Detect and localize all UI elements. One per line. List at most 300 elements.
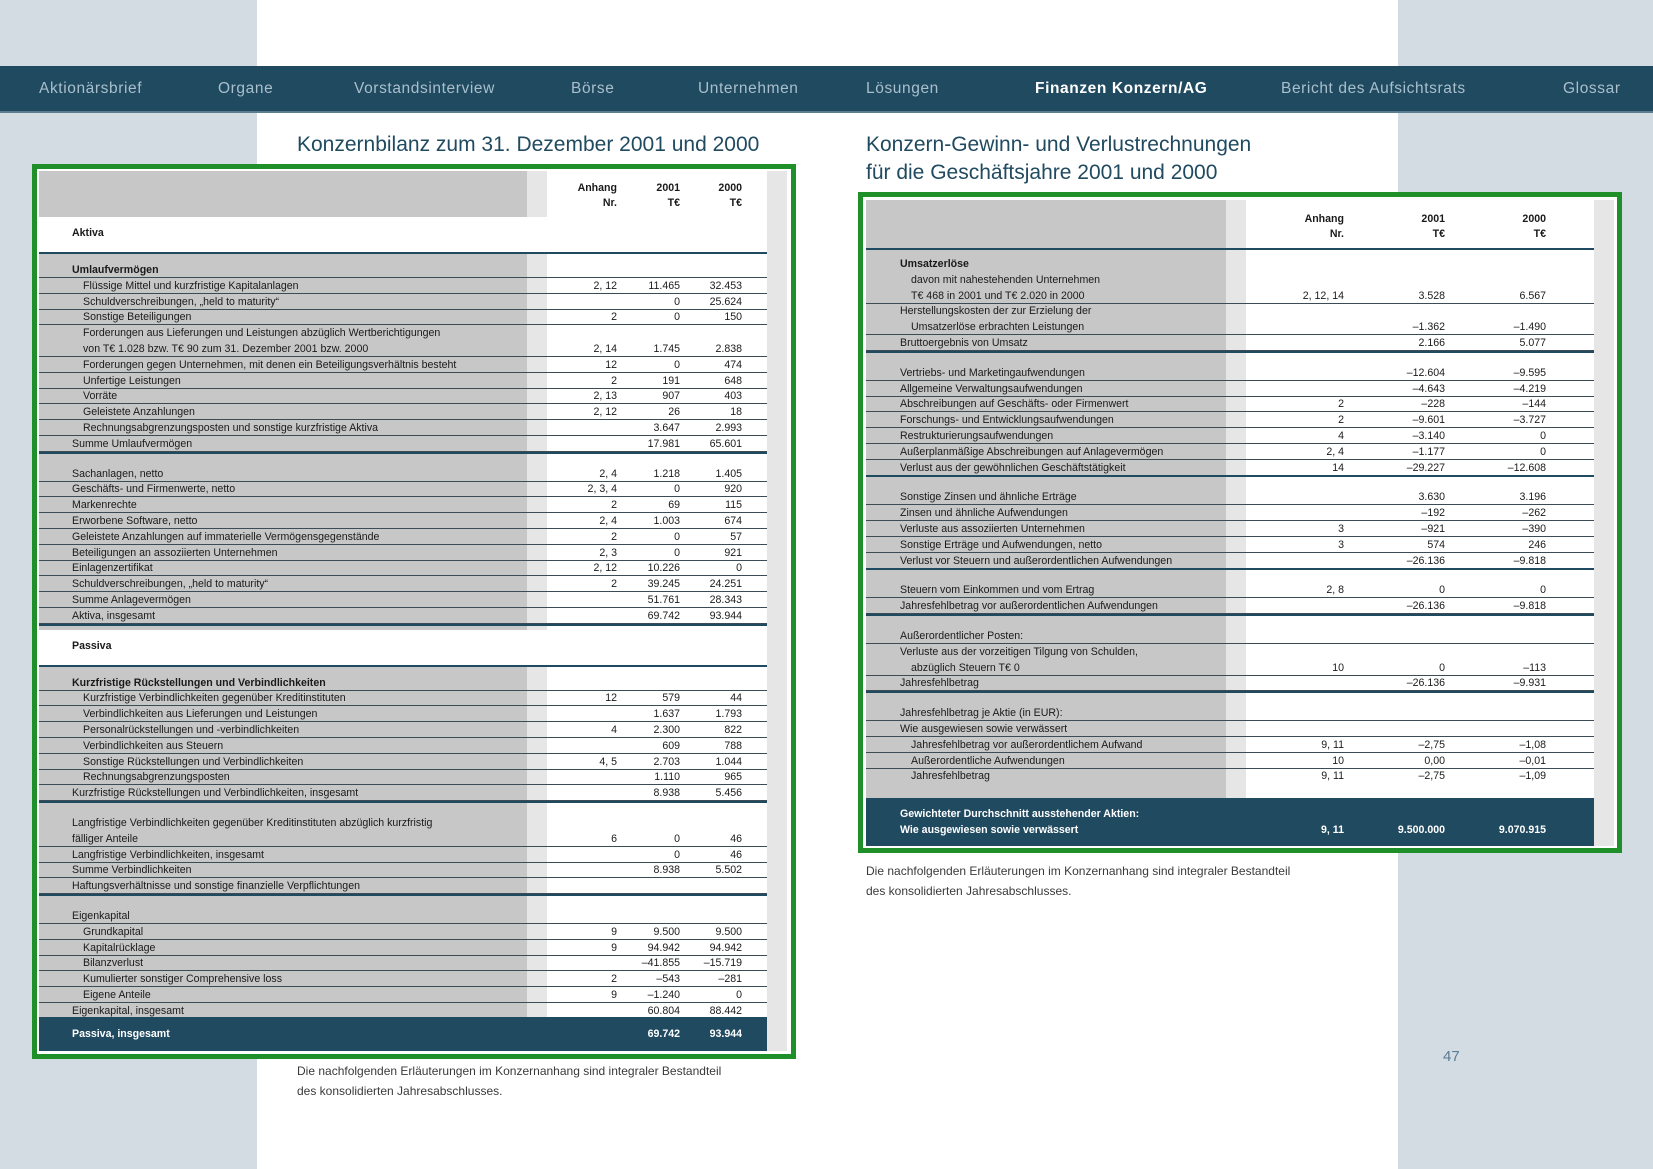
row-label: Sonstige Zinsen und ähnliche Erträge [900, 491, 1077, 504]
row-label: Verluste aus assoziierten Unternehmen [900, 523, 1085, 535]
row-label: Jahresfehlbetrag vor außerordentlichem Aufwand [911, 738, 1143, 751]
row-value-2000: 0 [1540, 430, 1546, 442]
balance-row [39, 878, 767, 894]
row-value-2001: 11.465 [648, 279, 680, 292]
row-value-2001: 0 [674, 530, 680, 543]
row-value-2000: 88.442 [709, 1004, 742, 1017]
row-value-2001: –921 [1421, 523, 1445, 535]
row-value-2001: –192 [1421, 507, 1445, 520]
section-rule [39, 252, 767, 254]
income-row [866, 460, 1594, 476]
row-label: Forschungs- und Entwicklungsaufwendungen [900, 414, 1114, 427]
income-row [866, 319, 1594, 335]
row-value-2000: 5.456 [715, 787, 742, 800]
income-row [866, 272, 1594, 288]
row-anhang: 3 [1338, 538, 1344, 551]
income-row [866, 396, 1594, 412]
row-value-2001: –29.227 [1406, 461, 1445, 474]
income-row [866, 582, 1594, 598]
row-label: Summe Umlaufvermögen [72, 437, 193, 450]
header-nr: Nr. [602, 197, 617, 209]
balance-row [39, 357, 767, 373]
row-label: Forderungen gegen Unternehmen, mit denen ein Beteiligungsverhältnis besteht [83, 358, 457, 371]
row-label: von T€ 1.028 bzw. T€ 90 zum 31. Dezember 2001 bzw. 2000 [83, 343, 369, 355]
row-anhang: 2 [611, 578, 617, 591]
nav-item-unternehmen[interactable]: Unternehmen [698, 80, 799, 97]
nav-item-organe[interactable]: Organe [218, 80, 274, 97]
row-label: Kurzfristige Rückstellungen und Verbindlichkeiten [72, 676, 326, 689]
row-value-2001: –26.136 [1406, 554, 1445, 567]
row-label: Außerordentlicher Posten: [900, 630, 1024, 642]
row-value-2001: –1.362 [1412, 321, 1445, 334]
row-anhang: 9 [611, 941, 617, 954]
row-label: Jahresfehlbetrag [911, 770, 990, 783]
row-label: Jahresfehlbetrag [900, 677, 979, 690]
row-value-2001: 3.630 [1418, 491, 1445, 504]
nav-item-glossar[interactable]: Glossar [1563, 80, 1621, 97]
row-value-2000: 32.453 [709, 279, 742, 292]
row-value-2000: 965 [724, 771, 742, 784]
total-label: Passiva, insgesamt [72, 1028, 170, 1040]
income-row [866, 753, 1594, 769]
row-value-2000: 2.993 [715, 422, 742, 434]
income-row [866, 660, 1594, 676]
row-label: davon mit nahestehenden Unternehmen [911, 273, 1101, 286]
balance-row [39, 497, 767, 513]
balance-sheet-footnote [297, 1061, 757, 1101]
row-value-2000: 6.567 [1519, 289, 1546, 302]
row-anhang: 3 [1338, 523, 1344, 535]
row-label: Personalrückstellungen und -verbindlichkeiten [83, 724, 300, 736]
row-value-2001: –26.136 [1406, 600, 1445, 613]
row-value-2001: 60.804 [647, 1004, 680, 1017]
balance-row [39, 754, 767, 770]
row-value-2000: 9.500 [715, 925, 742, 938]
row-label: Eigenkapital [72, 910, 130, 922]
row-value-2000: –1,08 [1519, 738, 1546, 751]
row-value-2000: 1.405 [715, 467, 742, 480]
row-value-2000: 0 [736, 562, 742, 575]
balance-row [39, 262, 767, 278]
nav-item-finanzen[interactable]: Finanzen Konzern/AG [1035, 80, 1208, 97]
row-label: Vertriebs- und Marketingaufwendungen [900, 366, 1085, 379]
row-value-2000: 93.944 [709, 609, 742, 622]
income-statement-footnote-line2: des konsolidierten Jahresabschlusses. [866, 884, 1072, 898]
row-label: Umlaufvermögen [72, 264, 159, 276]
row-label: Schuldverschreibungen, „held to maturity“ [83, 295, 280, 308]
group-rule [39, 801, 767, 803]
row-value-2000: –0,01 [1519, 754, 1546, 767]
row-anhang: 2, 12 [593, 279, 617, 292]
row-value-2001: –2,75 [1418, 770, 1445, 783]
balance-sheet-footnote-line1: Die nachfolgenden Erläuterungen im Konzernanhang sind integraler Bestandteil [297, 1064, 722, 1078]
total-anhang: 9, 11 [1321, 824, 1344, 836]
row-value-2001: 8.938 [653, 864, 680, 877]
row-value-2000: 822 [724, 724, 742, 736]
row-value-2000: 115 [725, 499, 742, 512]
nav-item-bericht-aufsichtsrat[interactable]: Bericht des Aufsichtsrats [1281, 80, 1466, 97]
balance-row [39, 481, 767, 497]
row-label: Flüssige Mittel und kurzfristige Kapitalanlagen [83, 279, 299, 292]
income-row [866, 521, 1594, 537]
row-value-2000: 5.077 [1519, 337, 1546, 349]
row-label: Sonstige Rückstellungen und Verbindlichkeiten [83, 755, 304, 768]
row-value-2000: 25.624 [709, 295, 742, 308]
balance-row [39, 769, 767, 785]
row-value-2001: –4.643 [1412, 382, 1445, 395]
income-row [866, 412, 1594, 428]
row-value-2001: 0 [674, 546, 680, 559]
row-anhang: 2 [611, 374, 617, 387]
row-value-2001: 0 [674, 832, 680, 845]
row-label: Geschäfts- und Firmenwerte, netto [72, 483, 236, 496]
balance-row [39, 341, 767, 357]
income-statement-table [866, 200, 1614, 846]
row-label: T€ 468 in 2001 und T€ 2.020 in 2000 [911, 289, 1085, 302]
row-anhang: 2, 14 [593, 343, 617, 355]
balance-row [39, 847, 767, 863]
income-row [866, 768, 1594, 784]
income-statement-footnote [866, 861, 1326, 901]
row-label: Umsatzerlöse erbrachten Leistungen [911, 321, 1085, 334]
income-row [866, 675, 1594, 691]
balance-row [39, 815, 767, 831]
row-label: Einlagenzertifikat [72, 562, 153, 575]
row-label: Haftungsverhältnisse und sonstige finanzielle Verpflichtungen [72, 880, 360, 893]
row-label: Schuldverschreibungen, „held to maturity“ [72, 578, 269, 591]
income-row [866, 553, 1594, 569]
row-value-2000: 5.502 [715, 864, 742, 877]
row-anhang: 12 [605, 692, 617, 705]
row-value-2000: 3.196 [1519, 491, 1546, 504]
balance-row [39, 545, 767, 561]
row-value-2001: 26 [668, 406, 680, 419]
row-value-2001: 574 [1427, 538, 1445, 551]
income-row [866, 644, 1594, 660]
balance-row [39, 576, 767, 592]
row-anhang: 4, 5 [599, 755, 617, 768]
balance-row [39, 560, 767, 576]
row-label: Kapitalrücklage [83, 941, 156, 954]
row-label: Geleistete Anzahlungen [83, 406, 195, 419]
balance-row [39, 722, 767, 738]
row-anhang: 10 [1332, 754, 1344, 767]
balance-row [39, 738, 767, 754]
row-value-2001: 0 [674, 311, 680, 324]
row-anhang: 2, 3, 4 [587, 483, 617, 496]
income-row [866, 737, 1594, 753]
group-rule [866, 614, 1594, 616]
row-anhang: 2, 12 [593, 406, 617, 419]
balance-row [39, 831, 767, 847]
row-value-2001: –543 [656, 973, 680, 986]
row-label: Summe Verbindlichkeiten [72, 864, 192, 877]
right-strip [1594, 200, 1614, 846]
row-value-2000: 0 [1540, 445, 1546, 458]
row-anhang: 2 [1338, 398, 1344, 411]
nav-item-boerse[interactable]: Börse [571, 80, 615, 97]
row-value-2000: 44 [730, 692, 742, 705]
row-value-2001: 3.528 [1418, 289, 1445, 302]
row-value-2001: –1.177 [1412, 445, 1445, 458]
row-value-2000: 94.942 [709, 941, 742, 954]
balance-row [39, 436, 767, 452]
row-label: Unfertige Leistungen [83, 374, 181, 387]
row-value-2000: –9.818 [1513, 600, 1546, 613]
row-value-2000: –1,09 [1519, 770, 1546, 783]
header-unit-2001: T€ [667, 197, 680, 209]
row-value-2001: 0 [674, 295, 680, 308]
row-anhang: 10 [1332, 661, 1344, 674]
top-blank-area [257, 0, 1398, 66]
row-label: Verlust vor Steuern und außerordentlichen Aufwendungen [900, 554, 1173, 567]
row-anhang: 4 [1338, 430, 1344, 442]
balance-row [39, 908, 767, 924]
row-value-2001: 0 [674, 358, 680, 371]
row-label: Erworbene Software, netto [72, 515, 198, 527]
row-anhang: 2, 8 [1326, 584, 1344, 597]
row-value-2000: 1.793 [715, 708, 742, 721]
row-value-2000: 46 [730, 832, 742, 845]
row-label: fälliger Anteile [72, 832, 138, 845]
row-label: Kumulierter sonstiger Comprehensive loss [83, 973, 283, 986]
row-value-2001: –26.136 [1406, 677, 1445, 690]
row-value-2001: 907 [662, 390, 680, 403]
row-value-2000: 474 [724, 358, 742, 371]
top-navigation [0, 66, 1653, 113]
income-row [866, 489, 1594, 505]
row-value-2000: –1.490 [1513, 321, 1546, 334]
row-anhang: 2, 12, 14 [1302, 289, 1344, 302]
row-anhang: 9 [611, 925, 617, 938]
group-rule [39, 894, 767, 896]
row-value-2001: 0 [674, 483, 680, 496]
row-label: Verbindlichkeiten aus Lieferungen und Leistungen [83, 708, 318, 721]
row-value-2001: 39.245 [647, 578, 680, 591]
row-label: Abschreibungen auf Geschäfts- oder Firmenwert [900, 398, 1129, 411]
row-value-2001: 0 [674, 848, 680, 861]
header-unit-2001: T€ [1432, 228, 1445, 240]
balance-row [39, 675, 767, 691]
row-value-2001: 69.742 [647, 609, 680, 622]
income-row [866, 444, 1594, 460]
row-label: abzüglich Steuern T€ 0 [911, 661, 1020, 674]
total-value-2001: 69.742 [647, 1028, 680, 1040]
row-label: Außerordentliche Aufwendungen [911, 754, 1065, 767]
row-label: Allgemeine Verwaltungsaufwendungen [900, 382, 1083, 395]
income-row [866, 428, 1594, 444]
total-label-line1: Gewichteter Durchschnitt ausstehender Aktien: [900, 808, 1140, 820]
row-value-2001: –3.140 [1412, 430, 1445, 442]
row-value-2000: 65.601 [709, 437, 742, 450]
section-band [39, 630, 767, 666]
row-anhang: 2 [611, 973, 617, 986]
balance-row [39, 608, 767, 624]
row-value-2000: 246 [1528, 538, 1546, 551]
row-value-2000: –15.719 [703, 957, 742, 970]
header-year-2000: 2000 [718, 182, 742, 194]
row-label: Aktiva, insgesamt [72, 609, 156, 622]
balance-row [39, 706, 767, 722]
balance-row [39, 325, 767, 341]
group-rule [866, 568, 1594, 570]
row-value-2001: 2.703 [653, 755, 680, 768]
row-label: Bilanzverlust [83, 957, 144, 970]
income-row [866, 335, 1594, 351]
row-anhang: 2, 3 [599, 546, 617, 559]
row-anhang: 14 [1332, 461, 1344, 474]
header-anhang: Anhang [1304, 213, 1344, 225]
row-value-2001: 17.981 [647, 437, 680, 450]
row-value-2001: 1.218 [653, 467, 680, 480]
balance-row [39, 294, 767, 310]
row-value-2000: –144 [1522, 398, 1546, 411]
row-anhang: 2 [1338, 414, 1344, 427]
row-value-2000: –9.931 [1513, 677, 1546, 690]
row-label: Verlust aus der gewöhnlichen Geschäftstätigkeit [900, 461, 1126, 474]
row-anhang: 12 [605, 358, 617, 371]
section-header-passiva: Passiva [72, 639, 112, 652]
row-label: Restrukturierungsaufwendungen [900, 430, 1054, 442]
row-value-2001: 0 [1439, 584, 1445, 597]
income-row [866, 288, 1594, 304]
total-label-line2: Wie ausgewiesen sowie verwässert [900, 824, 1079, 836]
row-value-2001: 0,00 [1424, 754, 1445, 767]
header-bottom-rule [866, 248, 1594, 250]
right-strip [767, 171, 787, 1051]
row-anhang: 2 [611, 530, 617, 543]
balance-row [39, 924, 767, 940]
row-value-2001: 579 [662, 692, 680, 705]
row-label: Beteiligungen an assoziierten Unternehmen [72, 546, 278, 559]
row-label: Verbindlichkeiten aus Steuern [83, 739, 224, 752]
balance-row [39, 404, 767, 420]
row-label: Wie ausgewiesen sowie verwässert [900, 723, 1068, 735]
income-statement-title-line2: für die Geschäftsjahre 2001 und 2000 [866, 161, 1218, 184]
row-value-2000: 0 [1540, 584, 1546, 597]
row-value-2001: 8.938 [653, 787, 680, 800]
row-label: Verluste aus der vorzeitigen Tilgung von Schulden, [900, 645, 1138, 658]
row-anhang: 9, 11 [1321, 738, 1344, 751]
page-number: 47 [1443, 1048, 1460, 1065]
income-row [866, 381, 1594, 397]
row-label: Außerplanmäßige Abschreibungen auf Anlagevermögen [900, 445, 1164, 458]
row-value-2001: 1.745 [653, 343, 680, 355]
row-label: Kurzfristige Rückstellungen und Verbindlichkeiten, insgesamt [72, 787, 359, 800]
section-rule [39, 665, 767, 667]
income-row [866, 537, 1594, 553]
row-label: Bruttoergebnis von Umsatz [900, 337, 1028, 349]
row-value-2001: 191 [662, 374, 680, 387]
row-value-2000: 18 [730, 406, 742, 419]
row-label: Markenrechte [72, 499, 137, 512]
row-value-2001: 0 [1439, 661, 1445, 674]
row-anhang: 2, 4 [599, 467, 617, 480]
row-label: Rechnungsabgrenzungsposten [83, 771, 230, 784]
row-value-2000: 674 [724, 515, 742, 527]
income-row [866, 598, 1594, 614]
row-value-2000: –9.595 [1513, 366, 1546, 379]
group-rule [866, 351, 1594, 353]
balance-row [39, 309, 767, 325]
income-statement-footnote-line1: Die nachfolgenden Erläuterungen im Konzernanhang sind integraler Bestandteil [866, 864, 1291, 878]
balance-row [39, 278, 767, 294]
row-value-2001: 2.300 [653, 724, 680, 736]
balance-row [39, 785, 767, 801]
income-row [866, 256, 1594, 272]
row-label: Vorräte [83, 390, 118, 403]
row-value-2000: 1.044 [715, 755, 742, 768]
nav-item-aktionaersbrief[interactable]: Aktionärsbrief [39, 80, 143, 97]
header-anhang: Anhang [577, 182, 617, 194]
row-value-2001: 1.110 [654, 771, 680, 784]
row-label: Langfristige Verbindlichkeiten, insgesamt [72, 848, 264, 861]
row-value-2000: 57 [730, 530, 742, 543]
row-value-2000: 403 [724, 390, 742, 403]
row-value-2000: 24.251 [709, 578, 742, 591]
row-value-2000: –4.219 [1513, 382, 1546, 395]
row-value-2000: –281 [718, 973, 742, 986]
balance-row [39, 513, 767, 529]
row-label: Forderungen aus Lieferungen und Leistungen abzüglich Wertberichtigungen [83, 327, 441, 340]
header-year-2000: 2000 [1522, 213, 1546, 225]
row-label: Langfristige Verbindlichkeiten gegenüber Kreditinstituten abzüglich kurzfristig [72, 817, 433, 829]
row-label: Geleistete Anzahlungen auf immaterielle Vermögensgegenstände [72, 530, 380, 543]
group-rule [866, 475, 1594, 477]
row-value-2001: –9.601 [1412, 414, 1445, 427]
balance-row [39, 690, 767, 706]
row-value-2000: 0 [736, 989, 742, 1001]
row-label: Summe Anlagevermögen [72, 594, 191, 606]
row-value-2000: –9.818 [1513, 554, 1546, 567]
balance-sheet-title: Konzernbilanz zum 31. Dezember 2001 und 2000 [297, 133, 760, 156]
row-value-2001: –228 [1421, 398, 1445, 411]
row-label: Sonstige Erträge und Aufwendungen, netto [900, 538, 1103, 551]
header-nr: Nr. [1329, 228, 1344, 240]
row-label: Jahresfehlbetrag vor außerordentlichen Aufwendungen [900, 600, 1158, 613]
row-value-2001: 10.226 [647, 562, 680, 575]
row-anhang: 9 [611, 989, 617, 1001]
row-anhang: 2, 4 [599, 515, 617, 527]
row-value-2001: 1.637 [653, 708, 680, 721]
nav-item-loesungen[interactable]: Lösungen [866, 80, 939, 97]
row-value-2000: 648 [724, 374, 742, 387]
row-value-2001: 609 [662, 739, 680, 752]
row-label: Herstellungskosten der zur Erzielung der [900, 305, 1092, 318]
row-value-2001: 94.942 [647, 941, 680, 954]
row-value-2000: –113 [1523, 661, 1546, 674]
section-band [39, 217, 767, 253]
row-anhang: 9, 11 [1321, 770, 1344, 783]
row-value-2001: –1.240 [647, 989, 680, 1001]
row-label: Grundkapital [83, 925, 144, 938]
row-value-2000: –262 [1522, 507, 1546, 520]
balance-row [39, 987, 767, 1003]
group-rule [39, 452, 767, 454]
row-anhang: 6 [611, 832, 617, 845]
income-row [866, 505, 1594, 521]
balance-row [39, 529, 767, 545]
row-value-2000: 46 [730, 848, 742, 861]
nav-item-vorstandsinterview[interactable]: Vorstandsinterview [354, 80, 495, 97]
row-value-2000: –3.727 [1513, 414, 1546, 427]
row-value-2000: 2.838 [715, 343, 742, 355]
row-value-2000: 788 [724, 739, 742, 752]
row-label: Jahresfehlbetrag je Aktie (in EUR): [900, 707, 1063, 720]
header-unit-2000: T€ [1533, 228, 1546, 240]
row-anhang: 2 [611, 499, 617, 512]
row-label: Eigene Anteile [83, 989, 151, 1001]
